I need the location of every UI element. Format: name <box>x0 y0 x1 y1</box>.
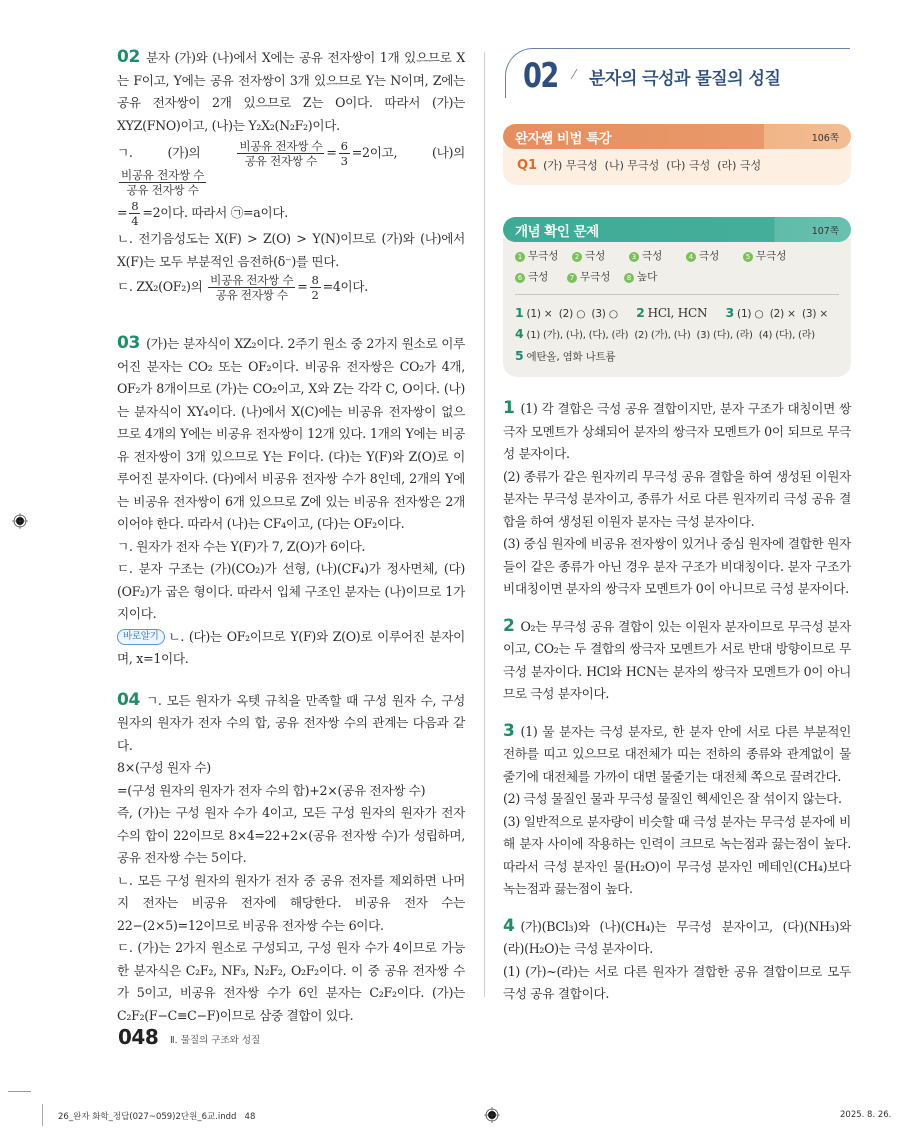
question-number: 03 <box>117 333 141 353</box>
section-header <box>503 46 851 106</box>
answer-text: (가)는 분자식이 XZ₂이다. 2주기 원소 중 2가지 원소로 이루어진 분자는 CO₂ 또는 OF₂이다. 비공유 전자쌍은 CO₂가 4개, OF₂가 8개이므로 (가)는 CO₂이고, X와 Z는 각각 C, O이다. (나)는 분자식이 XY₄이다. (나)에서 X(C)에는 비공유 전자쌍이 없으므로 4개의 Y에는 비공유 전자쌍이 12개 있다. 1개의 Y에는 비공유 전자쌍이 3개 있으므로 Y는 F이다. (다)는 Y(F)와 Z(O)로 이루어진 분자이다. (다)에서 비공유 전자쌍 수가 8인데, 2개의 Y에는 비공유 전자쌍이 6개 있으므로 Z에 있는 비공유 전자쌍은 2개이어야 한다. 따라서 (나)는 CF₄이고, (다)는 OF₂이다. <box>117 336 465 531</box>
explanation-4 <box>503 915 851 1006</box>
answer-value: HCl, HCN <box>647 306 708 320</box>
answer-text: ㄴ. (다)는 OF₂이므로 Y(F)와 Z(O)로 이루어진 분자이며, x=1이다. <box>117 628 465 666</box>
choice-label: ㄷ. ZX₂(OF₂)의 <box>117 279 203 294</box>
answer-number: 3 <box>725 305 735 320</box>
concept-item <box>629 248 681 263</box>
explanation-text: (3) 일반적으로 분자량이 비슷할 때 극성 분자는 무극성 분자에 비해 분자 사이에 작용하는 인력이 크므로 녹는점과 끓는점이 높다. 따라서 극성 분자인 물(H₂O)이 무극성 분자인 메테인(CH₄)보다 녹는점과 끓는점이 높다. <box>503 813 851 896</box>
crop-mark <box>42 1104 43 1126</box>
explanation-3 <box>503 720 851 901</box>
concept-check-title: 개념 확인 문제 <box>515 223 599 240</box>
slug-filename: 26_완자 화학_정답(027~059)2단원_6교.indd 48 <box>58 1112 256 1122</box>
concept-label: 무극성 <box>580 271 611 283</box>
answer-text: 즉, (가)는 구성 원자 수가 4이고, 모든 구성 원자의 원자가 전자 수의 합이 22이므로 8×4=22+2×(공유 전자쌍 수)가 성립하며, 공유 전자쌍 수는 5이다. <box>117 805 465 865</box>
correction-badge: 바로알기 <box>117 629 165 645</box>
answer-value: (1) × (2) ○ (3) ○ <box>526 308 618 320</box>
fraction-denominator: 공유 전자쌍 수 <box>244 154 317 168</box>
special-lecture-title: 완자쌤 비법 특강 <box>515 130 612 147</box>
explanation-text: (1) 각 결합은 극성 공유 결합이지만, 분자 구조가 대칭이면 쌍극자 모멘트가 상쇄되어 분자의 쌍극자 모멘트가 0이 되므로 무극성 분자이다. <box>503 401 851 461</box>
section-title: 분자의 극성과 물질의 성질 <box>589 69 781 89</box>
choice-label: ㄱ. (가)의 <box>117 145 201 160</box>
explanation-text: (1) (가)~(라)는 서로 다른 원자가 결합한 공유 결합이므로 모두 극성 공유 결합이다. <box>503 963 851 1001</box>
number-circle-icon: 6 <box>515 273 525 283</box>
answer-value: (1) (가), (나), (다), (라) (2) (가), (나) (3) (다), (라) (4) (다), (라) <box>526 330 815 341</box>
concept-label: 극성 <box>585 250 606 262</box>
answer-number: 5 <box>515 348 524 363</box>
fraction <box>129 199 140 228</box>
fraction <box>237 139 324 168</box>
explanation-number: 4 <box>503 915 515 936</box>
answer-line <box>515 346 839 367</box>
concept-item <box>743 248 795 263</box>
q1-answer: (가) 무극성 (나) 무극성 (다) 극성 (라) 극성 <box>543 159 762 172</box>
concept-item <box>572 248 624 263</box>
special-lecture-band <box>503 124 851 149</box>
number-circle-icon: 8 <box>624 273 634 283</box>
right-column <box>503 46 851 1020</box>
concept-label: 극성 <box>699 250 720 262</box>
explanations <box>503 397 851 1006</box>
fraction-denominator: 4 <box>131 214 139 228</box>
fraction <box>119 168 206 197</box>
fraction-denominator: 공유 전자쌍 수 <box>126 183 199 197</box>
concept-label: 극성 <box>528 271 549 283</box>
explanation-2 <box>503 615 851 706</box>
fraction-denominator: 공유 전자쌍 수 <box>215 288 288 302</box>
answer-text: =4이다. <box>322 279 368 294</box>
answer-line <box>515 303 839 324</box>
fraction-numerator: 비공유 전자쌍 수 <box>210 273 294 287</box>
explanation-text: O₂는 무극성 공유 결합이 있는 이원자 분자이므로 무극성 분자이고, CO₂는 두 결합의 쌍극자 모멘트가 서로 반대 방향이므로 무극성 분자이다. HCl와 HCN는 분자의 쌍극자 모멘트가 0이 아니므로 극성 분자이다. <box>503 618 851 701</box>
answer-text: 분자 (가)와 (나)에서 X에는 공유 전자쌍이 1개 있으므로 X는 F이고, Y에는 공유 전자쌍이 3개 있으므로 Y는 N이며, Z에는 공유 전자쌍이 2개 있으므로 Z는 O이다. 따라서 (가)는 XYZ(FNO)이고, (나)는 <box>117 50 465 133</box>
concept-item <box>567 269 619 284</box>
separator <box>515 294 839 295</box>
equation-line: =(구성 원자의 원자가 전자 수의 합)+2×(공유 전자쌍 수) <box>117 782 426 798</box>
answer-text: ㄴ. 모든 구성 원자의 원자가 전자 중 공유 전자를 제외하면 나머지 전자는 비공유 전자에 해당한다. 비공유 전자 수는 22−(2×5)=12이므로 비공유 전자쌍 수는 6이다. <box>117 872 465 933</box>
concept-label: 무극성 <box>756 250 787 262</box>
registration-mark-icon <box>12 513 28 529</box>
answer-text: ㄱ. 원자가 전자 수는 Y(F)가 7, Z(O)가 6이다. <box>117 538 366 554</box>
explanation-number: 3 <box>503 720 515 741</box>
q1-label: Q1 <box>517 158 538 173</box>
number-circle-icon: 2 <box>572 252 582 262</box>
answer-text: 이다. <box>312 117 340 133</box>
formula: Y₂X₂(N₂F₂) <box>248 117 313 133</box>
explanation-1 <box>503 397 851 601</box>
fraction <box>208 273 295 302</box>
concept-list <box>515 248 839 284</box>
fraction <box>310 273 321 302</box>
answer-04 <box>117 689 465 1028</box>
equation-line: 8×(구성 원자 수) <box>117 760 211 775</box>
number-circle-icon: 5 <box>743 252 753 262</box>
fraction-numerator: 비공유 전자쌍 수 <box>239 139 323 153</box>
answer-03 <box>117 332 465 671</box>
question-number: 04 <box>117 689 141 710</box>
fraction-denominator: 2 <box>311 288 319 302</box>
left-column <box>117 46 465 1045</box>
explanation-text: (3) 중심 원자에 비공유 전자쌍이 있거나 중심 원자에 결합한 원자들이 같은 종류가 아닌 경우 분자 구조가 비대칭이다. 분자 구조가 비대칭이면 분자의 쌍극자 모멘트가 0이 아니므로 극성 분자이다. <box>503 536 851 596</box>
concept-check-content <box>503 238 851 377</box>
fraction-numerator: 8 <box>131 199 139 213</box>
concept-label: 높다 <box>637 271 658 283</box>
page-number: 048 <box>118 1025 159 1049</box>
fraction-numerator: 8 <box>311 273 319 287</box>
explanation-number: 1 <box>503 398 515 418</box>
answer-number: 1 <box>515 305 524 320</box>
fraction-denominator: 3 <box>340 154 348 168</box>
answer-text: ㄴ. 전기음성도는 X(F) > Z(O) > Y(N)이므로 (가)와 (나)에서 X(F)는 모두 부분적인 음전하(δ⁻)를 띤다. <box>117 231 465 269</box>
question-number: 02 <box>117 47 141 67</box>
registration-mark-icon <box>484 1107 500 1123</box>
answer-value: 에탄올, 염화 나트륨 <box>526 351 616 363</box>
answer-line <box>515 324 839 346</box>
explanation-text: (2) 극성 물질인 물과 무극성 물질인 헥세인은 잘 섞이지 않는다. <box>503 791 842 806</box>
concept-item <box>686 248 738 263</box>
answer-text: ㄷ. (가)는 2가지 원소로 구성되고, 구성 원자 수가 4이므로 가능한 분자식은 C₂F₂, NF₃, N₂F₂, O₂F₂이다. 이 중 공유 전자쌍 수가 5이고, 비공유 전자쌍 수가 6인 분자는 C₂F₂이다. (가)는 C₂F₂(F−C≡C−F)이므로 삼중 결합이 있다. <box>117 940 465 1023</box>
explanation-text: (가)(BCl₃)와 (나)(CH₄)는 무극성 분자이고, (다)(NH₃)와 (라)(H₂O)는 극성 분자이다. <box>503 918 851 956</box>
explanation-text: (2) 종류가 같은 원자끼리 무극성 공유 결합을 하여 생성된 이원자 분자는 무극성 분자이고, 종류가 서로 다른 원자끼리 극성 공유 결합을 하여 생성된 이원자 분자는 극성 분자이다. <box>503 468 851 529</box>
number-circle-icon: 1 <box>515 252 525 262</box>
answer-number: 2 <box>636 305 645 320</box>
answer-02: 02 분자 (가)와 (나)에서 X에는 공유 전자쌍이 1개 있으므로 X는 F이고, Y에는 공유 전자쌍이 3개 있으므로 Y는 N이며, Z에는 공유 전자쌍이 2개 있으므로 Z는 O이다. 따라서 (가)는 XYZ(FNO)이고, (나)는 Y₂X₂(N₂F₂)이다. ㄱ. (가)의 $\frac{\text{비공유 전자쌍 수}}{\text{공유 전자쌍 수}}$ = $\frac{6}{3}$ =2이고, (나)의 $\frac{\text{비공유 전자쌍 수}}{\text{공유 전자쌍 수}}$ = $\frac{8}{4}$ =2이다. 따라서 ㉠=a이다. ㄴ. 전기음성도는 X(F) > Z(O) > Y(N)이므로 (가)와 (나)에서 X(F)는 모두 부분적인 음전하(δ⁻)를 띤다. ㄷ. ZX₂(OF₂)의 $\frac{\text{비공유 전자쌍 수}}{\text{공유 전자쌍 수}}$ = $\frac{8}{2}$ =4이다. <box>117 47 465 302</box>
crop-mark <box>8 1091 31 1092</box>
concept-item <box>515 269 567 284</box>
concept-item <box>624 269 676 284</box>
explanation-text: (1) 물 분자는 극성 분자로, 한 분자 안에 서로 다른 부분적인 전하를 띠고 있으므로 대전체가 띠는 전하의 종류와 관계없이 물줄기에 대전체를 가까이 대면 물줄기는 대전체 쪽으로 끌려간다. <box>503 723 851 784</box>
page-reference: 106쪽 <box>811 132 839 144</box>
answer-text: ㄷ. 분자 구조는 (가)(CO₂)가 선형, (나)(CF₄)가 정사면체, (다)(OF₂)가 굽은 형이다. 따라서 입체 구조인 분자는 (나)이므로 1가지이다. <box>117 561 465 621</box>
answer-text: ㄱ. 모든 원자가 옥텟 규칙을 만족할 때 구성 원자 수, 구성 원자의 원자가 전자 수의 합, 공유 전자쌍 수의 관계는 다음과 같다. <box>117 692 465 753</box>
slug-date: 2025. 8. 26. <box>840 1110 892 1120</box>
fraction-numerator: 6 <box>340 139 348 153</box>
number-circle-icon: 4 <box>686 252 696 262</box>
concept-label: 무극성 <box>528 250 559 262</box>
concept-item <box>515 248 567 263</box>
fraction <box>339 139 350 168</box>
special-lecture-content <box>503 145 851 185</box>
slash-icon: ⁄ <box>573 68 576 83</box>
number-circle-icon: 3 <box>629 252 639 262</box>
answer-value: (1) ○ (2) × (3) × <box>737 308 828 320</box>
section-number: 02 <box>523 56 558 96</box>
fraction-numerator: 비공유 전자쌍 수 <box>121 168 205 182</box>
special-lecture-box <box>503 124 851 185</box>
answer-number: 4 <box>515 326 524 341</box>
number-circle-icon: 7 <box>567 273 577 283</box>
concept-check-band <box>503 217 851 242</box>
column-divider <box>484 52 485 997</box>
answer-text: =2이고, (나)의 <box>351 145 465 160</box>
concept-check-box <box>503 217 851 377</box>
answer-text: =2이다. 따라서 ㉠=a이다. <box>142 205 288 220</box>
page-reference: 107쪽 <box>811 225 839 237</box>
explanation-number: 2 <box>503 615 515 636</box>
concept-label: 극성 <box>642 250 663 262</box>
chapter-title: Ⅱ. 물질의 구조와 성질 <box>170 1035 261 1046</box>
